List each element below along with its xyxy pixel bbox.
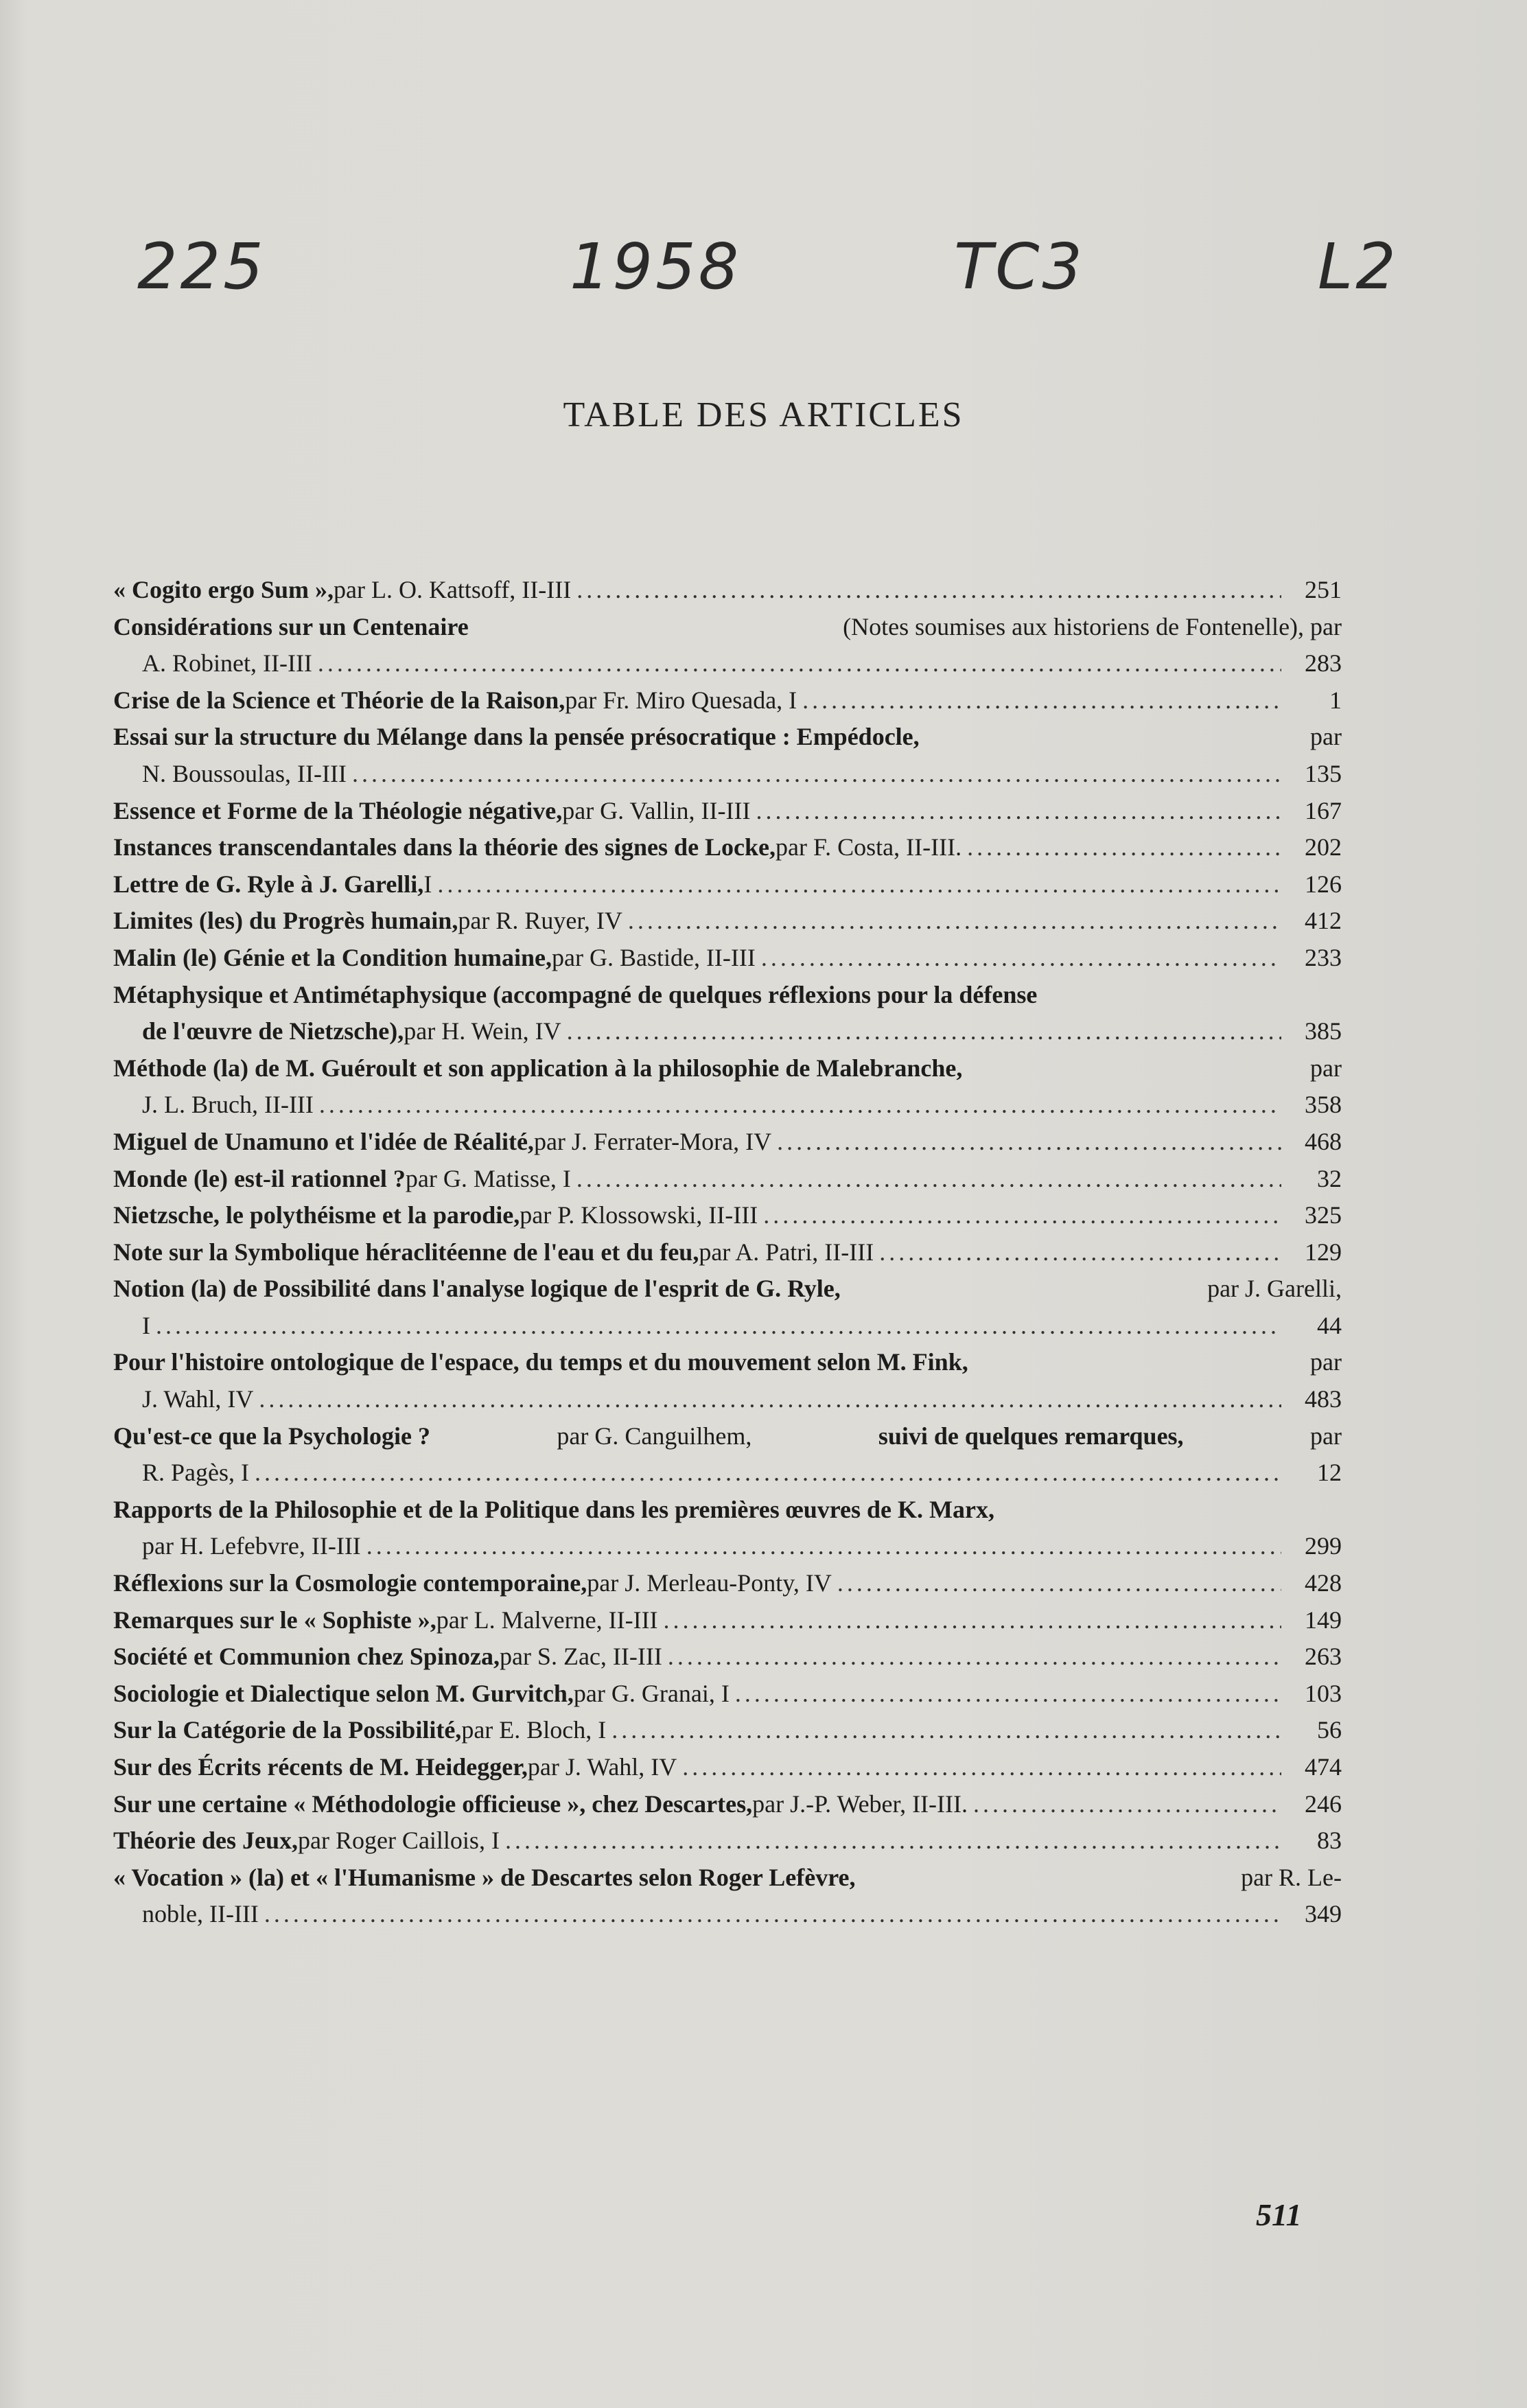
entry-first-line bbox=[113, 1197, 1342, 1234]
entry-page: 358 bbox=[1305, 1091, 1342, 1119]
dot-leader bbox=[255, 1455, 1281, 1492]
entry-continuation-line bbox=[113, 1381, 1342, 1418]
entry-title: Malin (le) Génie et la Condition humaine, bbox=[113, 943, 552, 971]
toc-entry bbox=[113, 1161, 1342, 1198]
dot-leader bbox=[505, 1822, 1281, 1860]
entry-page: 468 bbox=[1305, 1127, 1342, 1155]
entry-author: par G. Granai, I bbox=[573, 1679, 730, 1707]
entry-author: par G. Canguilhem, bbox=[557, 1422, 752, 1450]
entry-title: Limites (les) du Progrès humain, bbox=[113, 907, 458, 935]
toc-entry bbox=[113, 977, 1342, 1050]
entry-page: 1 bbox=[1329, 686, 1342, 714]
toc-entry bbox=[113, 903, 1342, 940]
toc-entry bbox=[113, 1271, 1342, 1344]
toc-entry bbox=[113, 1344, 1342, 1417]
entry-title: Sur des Écrits récents de M. Heidegger, bbox=[113, 1753, 528, 1781]
entry-first-line bbox=[113, 866, 1342, 903]
handwritten-annotation-1: 225 bbox=[137, 230, 266, 303]
entry-first-line bbox=[113, 1050, 1342, 1087]
dot-leader bbox=[567, 1013, 1281, 1050]
entry-author: par L. Malverne, II-III bbox=[436, 1606, 658, 1634]
entry-author: par J. Merleau-Ponty, IV bbox=[587, 1569, 832, 1597]
entry-first-line bbox=[113, 1712, 1342, 1749]
entry-author: par J. Garelli, bbox=[1207, 1275, 1342, 1303]
entry-title: Rapports de la Philosophie et de la Politique dans les premières œuvres de K. Marx, bbox=[113, 1495, 994, 1523]
entry-title: Réflexions sur la Cosmologie contemporaine, bbox=[113, 1569, 587, 1597]
toc-entry bbox=[113, 1602, 1342, 1639]
entry-title: Monde (le) est-il rationnel ? bbox=[113, 1164, 406, 1192]
entry-author: par Fr. Miro Quesada, I bbox=[565, 686, 797, 714]
dot-leader bbox=[319, 1087, 1281, 1124]
entry-first-line bbox=[113, 903, 1342, 940]
entry-author-extra: par bbox=[1310, 1422, 1342, 1450]
toc-entry bbox=[113, 1712, 1342, 1749]
entry-title: Crise de la Science et Théorie de la Raison, bbox=[113, 686, 566, 714]
entry-first-line bbox=[113, 940, 1342, 977]
entry-page: 385 bbox=[1305, 1017, 1342, 1045]
entry-first-line bbox=[113, 1602, 1342, 1639]
entry-author: par P. Klossowski, II-III bbox=[520, 1201, 758, 1229]
entry-first-line bbox=[113, 1124, 1342, 1161]
entry-author-continued: J. L. Bruch, II-III bbox=[142, 1091, 314, 1119]
entry-continuation-line bbox=[113, 1455, 1342, 1492]
entry-author: par L. O. Kattsoff, II-III bbox=[333, 576, 572, 603]
entry-page: 12 bbox=[1317, 1459, 1342, 1487]
page-number: 511 bbox=[1256, 2197, 1302, 2232]
entry-page: 299 bbox=[1305, 1532, 1342, 1560]
entry-author: par F. Costa, II-III. bbox=[776, 833, 962, 861]
entry-author: par J. Ferrater-Mora, IV bbox=[533, 1127, 772, 1155]
entry-continuation-line bbox=[113, 756, 1342, 793]
entry-title: Lettre de G. Ryle à J. Garelli, bbox=[113, 870, 424, 898]
dot-leader bbox=[352, 756, 1281, 793]
entry-first-line bbox=[113, 1234, 1342, 1271]
entry-first-line bbox=[113, 1749, 1342, 1786]
dot-leader bbox=[777, 1124, 1281, 1161]
entry-first-line bbox=[113, 719, 1342, 756]
entry-page: 149 bbox=[1305, 1606, 1342, 1634]
toc-entry bbox=[113, 1565, 1342, 1602]
entry-title: Sur la Catégorie de la Possibilité, bbox=[113, 1716, 462, 1744]
entry-page: 263 bbox=[1305, 1643, 1342, 1671]
dot-leader bbox=[763, 1197, 1281, 1234]
entry-author: par S. Zac, II-III bbox=[499, 1643, 662, 1671]
handwritten-annotation-4: L2 bbox=[1318, 230, 1399, 303]
entry-title: Nietzsche, le polythéisme et la parodie, bbox=[113, 1201, 520, 1229]
entry-author: par bbox=[1310, 1348, 1342, 1376]
dot-leader bbox=[973, 1786, 1281, 1823]
toc-entry bbox=[113, 1860, 1342, 1933]
entry-page: 283 bbox=[1305, 649, 1342, 678]
entry-title: « Cogito ergo Sum », bbox=[113, 576, 334, 603]
entry-author: par G. Bastide, II-III bbox=[552, 943, 756, 971]
entry-first-line bbox=[113, 829, 1342, 866]
dot-leader bbox=[802, 682, 1281, 719]
entry-title: Essence et Forme de la Théologie négative, bbox=[113, 796, 563, 824]
entry-title: Métaphysique et Antimétaphysique (accompagné de quelques réflexions pour la défense bbox=[113, 980, 1038, 1008]
entry-author: par R. Ruyer, IV bbox=[458, 907, 622, 935]
entry-title: Méthode (la) de M. Guéroult et son application à la philosophie de Malebranche, bbox=[113, 1054, 963, 1082]
dot-leader bbox=[576, 1161, 1281, 1198]
toc-entry bbox=[113, 940, 1342, 977]
entry-page: 129 bbox=[1305, 1238, 1342, 1266]
toc-entry bbox=[113, 719, 1342, 792]
entry-title: Considérations sur un Centenaire bbox=[113, 612, 469, 640]
entry-page: 44 bbox=[1317, 1311, 1342, 1339]
entry-continuation-line bbox=[113, 1308, 1342, 1345]
entry-first-line bbox=[113, 977, 1342, 1014]
toc-entry bbox=[113, 1234, 1342, 1271]
entry-title: Société et Communion chez Spinoza, bbox=[113, 1643, 500, 1671]
entry-author-continued: N. Boussoulas, II-III bbox=[142, 759, 347, 787]
handwritten-annotation-2: 1958 bbox=[570, 230, 742, 303]
entry-title: « Vocation » (la) et « l'Humanisme » de Descartes selon Roger Lefèvre, bbox=[113, 1863, 856, 1891]
entry-author-continued: A. Robinet, II-III bbox=[142, 649, 312, 678]
toc-entry bbox=[113, 682, 1342, 719]
entry-author: par H. Wein, IV bbox=[404, 1017, 561, 1045]
entry-continuation-line bbox=[113, 1896, 1342, 1933]
entry-title: Instances transcendantales dans la théorie des signes de Locke, bbox=[113, 833, 776, 861]
toc-entry bbox=[113, 866, 1342, 903]
toc-entry bbox=[113, 793, 1342, 830]
entry-page: 126 bbox=[1305, 870, 1342, 898]
entry-first-line bbox=[113, 609, 1342, 646]
entry-title: Théorie des Jeux, bbox=[113, 1827, 298, 1855]
entry-author: par J.-P. Weber, II-III. bbox=[752, 1790, 968, 1818]
page-title: TABLE DES ARTICLES bbox=[563, 395, 964, 435]
entry-first-line bbox=[113, 1860, 1342, 1897]
toc-entry bbox=[113, 1822, 1342, 1860]
toc-entry bbox=[113, 1749, 1342, 1786]
entry-page: 56 bbox=[1317, 1716, 1342, 1744]
entry-title: Miguel de Unamuno et l'idée de Réalité, bbox=[113, 1127, 534, 1155]
entry-author: par R. Le- bbox=[1241, 1863, 1342, 1891]
entry-continuation-line bbox=[113, 1013, 1342, 1050]
entry-title: Qu'est-ce que la Psychologie ? bbox=[113, 1422, 430, 1450]
toc-entry bbox=[113, 1124, 1342, 1161]
entry-title: Notion (la) de Possibilité dans l'analyse logique de l'esprit de G. Ryle, bbox=[113, 1275, 841, 1303]
dot-leader bbox=[264, 1896, 1281, 1933]
entry-author-continued: noble, II-III bbox=[142, 1900, 259, 1928]
entry-continuation-line bbox=[113, 1087, 1342, 1124]
entry-first-line bbox=[113, 1676, 1342, 1713]
entry-author: par Roger Caillois, I bbox=[297, 1827, 500, 1855]
entry-title: Sociologie et Dialectique selon M. Gurvitch, bbox=[113, 1679, 574, 1707]
toc-entry bbox=[113, 1197, 1342, 1234]
dot-leader bbox=[366, 1528, 1281, 1565]
entry-first-line bbox=[113, 1565, 1342, 1602]
entry-author: par A. Patri, II-III bbox=[699, 1238, 874, 1266]
entry-page: 167 bbox=[1305, 796, 1342, 824]
toc-entry bbox=[113, 572, 1342, 609]
entry-first-line bbox=[113, 1344, 1342, 1381]
entry-page: 32 bbox=[1317, 1164, 1342, 1192]
toc-entry bbox=[113, 1418, 1342, 1492]
entry-first-line bbox=[113, 1822, 1342, 1860]
entry-page: 246 bbox=[1305, 1790, 1342, 1818]
dot-leader bbox=[837, 1565, 1281, 1602]
entry-author-continued: par H. Lefebvre, II-III bbox=[142, 1532, 361, 1560]
entry-author: I bbox=[423, 870, 432, 898]
entry-page: 483 bbox=[1305, 1385, 1342, 1413]
entry-first-line bbox=[113, 1492, 1342, 1529]
toc-entry bbox=[113, 1492, 1342, 1565]
entry-first-line bbox=[113, 1161, 1342, 1198]
dot-leader bbox=[611, 1712, 1281, 1749]
dot-leader bbox=[259, 1381, 1281, 1418]
entry-title: Sur une certaine « Méthodologie officieuse », chez Descartes, bbox=[113, 1790, 753, 1818]
dot-leader bbox=[576, 572, 1281, 609]
entry-title: Remarques sur le « Sophiste », bbox=[113, 1606, 436, 1634]
entry-title: Pour l'histoire ontologique de l'espace, du temps et du mouvement selon M. Fink, bbox=[113, 1348, 968, 1376]
toc-entry bbox=[113, 1050, 1342, 1124]
entry-title: Essai sur la structure du Mélange dans la pensée présocratique : Empédocle, bbox=[113, 723, 920, 751]
entry-first-line bbox=[113, 1418, 1342, 1455]
dot-leader bbox=[318, 645, 1281, 682]
entry-first-line bbox=[113, 793, 1342, 830]
dot-leader bbox=[664, 1602, 1281, 1639]
entry-author: par G. Vallin, II-III bbox=[562, 796, 751, 824]
toc-entry bbox=[113, 609, 1342, 682]
dot-leader bbox=[735, 1676, 1281, 1713]
entry-page: 233 bbox=[1305, 943, 1342, 971]
dot-leader bbox=[682, 1749, 1281, 1786]
entry-title-extra: suivi de quelques remarques, bbox=[878, 1422, 1184, 1450]
toc-entry bbox=[113, 1639, 1342, 1676]
toc-entry bbox=[113, 1786, 1342, 1823]
handwritten-annotation-3: TC3 bbox=[954, 230, 1085, 303]
entry-author: par bbox=[1310, 1054, 1342, 1082]
entry-author-continued: J. Wahl, IV bbox=[142, 1385, 254, 1413]
dot-leader bbox=[879, 1234, 1281, 1271]
entry-first-line bbox=[113, 682, 1342, 719]
entry-author: par J. Wahl, IV bbox=[527, 1753, 677, 1781]
dot-leader bbox=[437, 866, 1281, 903]
entry-title-continued: de l'œuvre de Nietzsche), bbox=[142, 1017, 404, 1045]
entry-author-continued: I bbox=[142, 1311, 150, 1339]
entry-first-line bbox=[113, 1639, 1342, 1676]
entry-page: 251 bbox=[1305, 576, 1342, 603]
entry-continuation-line bbox=[113, 645, 1342, 682]
entry-page: 202 bbox=[1305, 833, 1342, 861]
dot-leader bbox=[761, 940, 1281, 977]
entry-page: 325 bbox=[1305, 1201, 1342, 1229]
table-of-articles bbox=[113, 572, 1342, 1933]
entry-first-line bbox=[113, 572, 1342, 609]
dot-leader bbox=[156, 1308, 1281, 1345]
entry-page: 349 bbox=[1305, 1900, 1342, 1928]
entry-author: par E. Bloch, I bbox=[461, 1716, 607, 1744]
entry-first-line bbox=[113, 1271, 1342, 1308]
entry-page: 135 bbox=[1305, 759, 1342, 787]
dot-leader bbox=[628, 903, 1281, 940]
entry-page: 83 bbox=[1317, 1827, 1342, 1855]
dot-leader bbox=[756, 793, 1281, 830]
entry-page: 412 bbox=[1305, 907, 1342, 935]
entry-author-continued: R. Pagès, I bbox=[142, 1459, 249, 1487]
dot-leader bbox=[967, 829, 1281, 866]
dot-leader bbox=[668, 1639, 1281, 1676]
toc-entry bbox=[113, 1676, 1342, 1713]
entry-first-line bbox=[113, 1786, 1342, 1823]
entry-page: 103 bbox=[1305, 1679, 1342, 1707]
entry-page: 474 bbox=[1305, 1753, 1342, 1781]
entry-author: par G. Matisse, I bbox=[405, 1164, 571, 1192]
entry-page: 428 bbox=[1305, 1569, 1342, 1597]
entry-author: par bbox=[1310, 723, 1342, 751]
entry-title: Note sur la Symbolique héraclitéenne de l'eau et du feu, bbox=[113, 1238, 699, 1266]
toc-entry bbox=[113, 829, 1342, 866]
entry-author: (Notes soumises aux historiens de Fontenelle), par bbox=[843, 612, 1342, 640]
entry-continuation-line bbox=[113, 1528, 1342, 1565]
